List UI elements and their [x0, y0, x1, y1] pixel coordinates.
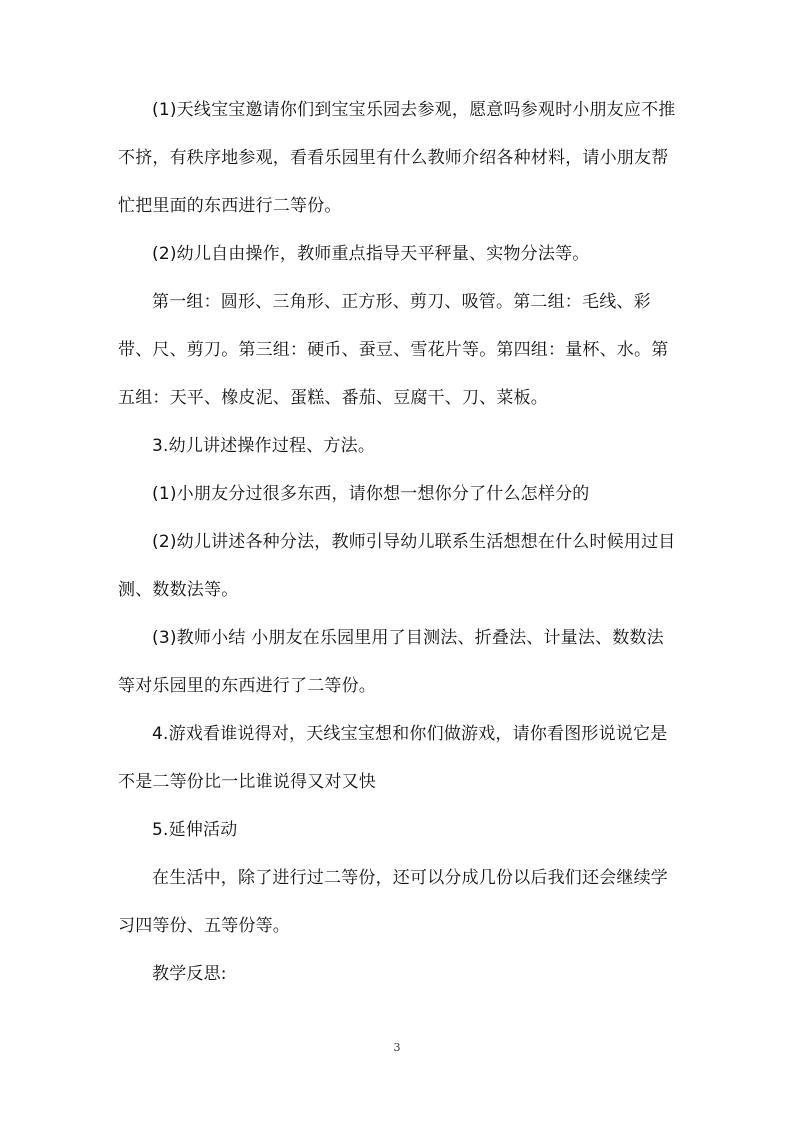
paragraph-summary: (3)教师小结 小朋友在乐园里用了目测法、折叠法、计量法、数数法等对乐园里的东西进行了二等份。 [118, 628, 664, 696]
paragraph-question: (1)小朋友分过很多东西，请你想一想你分了什么怎样分的 [152, 484, 590, 504]
document-body [118, 86, 678, 998]
paragraph-extension: 在生活中，除了进行过二等份，还可以分成几份以后我们还会继续学习四等份、五等份等。 [118, 868, 668, 936]
paragraph-free-operation: (2)幼儿自由操作，教师重点指导天平秤量、实物分法等。 [152, 244, 590, 264]
paragraph-step-5-heading: 5.延伸活动 [152, 820, 238, 840]
paragraph-visit-intro: (1)天线宝宝邀请你们到宝宝乐园去参观，愿意吗参观时小朋友应不推不挤，有秩序地参观，看看乐园里有什么教师介绍各种材料，请小朋友帮忙把里面的东西进行二等份。 [118, 100, 676, 216]
paragraph-group-materials: 第一组：圆形、三角形、正方形、剪刀、吸管。第二组：毛线、彩带、尺、剪刀。第三组：硬币、蚕豆、雪花片等。第四组：量杯、水。第五组：天平、橡皮泥、蛋糕、番茄、豆腐干、刀、菜板。 [118, 292, 669, 408]
paragraph-step-3-heading: 3.幼儿讲述操作过程、方法。 [152, 436, 376, 456]
paragraph-methods: (2)幼儿讲述各种分法，教师引导幼儿联系生活想想在什么时候用过目测、数数法等。 [118, 532, 676, 600]
paragraph-step-4-game: 4.游戏看谁说得对，天线宝宝想和你们做游戏，请你看图形说说它是不是二等份比一比谁说得又对又快 [118, 724, 668, 792]
paragraph-reflection-heading: 教学反思: [152, 964, 227, 984]
page-number: 3 [393, 1041, 401, 1054]
